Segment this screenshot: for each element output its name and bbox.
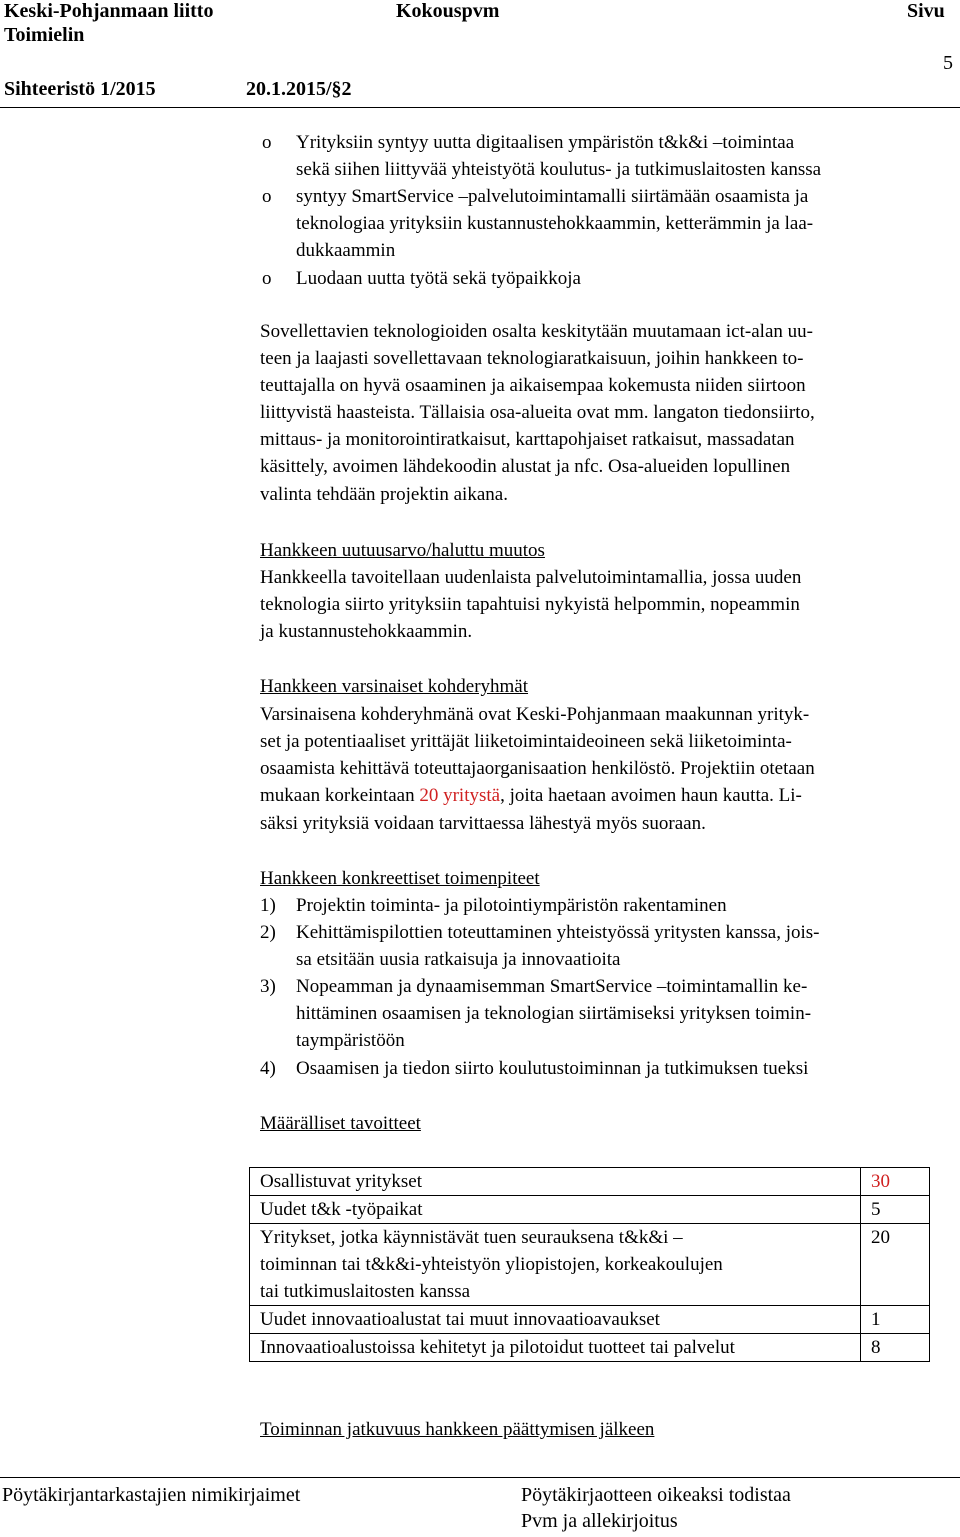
paragraph-line: käsittely, avoimen lähdekoodin alustat ja nfc. Osa-alueiden lopullinen: [260, 456, 791, 477]
list-number: 1): [260, 895, 276, 916]
list-item: Osaamisen ja tiedon siirto koulutustoiminnan ja tutkimuksen tueksi: [296, 1058, 809, 1079]
table-row: [250, 1224, 930, 1306]
organization-name: Keski-Pohjanmaan liitto: [4, 0, 214, 22]
header-divider: [0, 107, 960, 108]
paragraph-line: Varsinaisena kohderyhmänä ovat Keski-Pohjanmaan maakunnan yrityk-: [260, 704, 810, 725]
paragraph-line: ja kustannustehokkaammin.: [260, 621, 473, 642]
body-label: Toimielin: [4, 24, 85, 46]
paragraph-line: Hankkeella tavoitellaan uudenlaista palvelutoimintamallia, jossa uuden: [260, 567, 802, 588]
highlighted-company-count: 20 yritystä: [419, 785, 501, 806]
list-item: Kehittämispilottien toteuttaminen yhteistyössä yritysten kanssa, jois-: [296, 922, 820, 943]
goal-label: Uudet innovaatioalustat tai muut innovaatioavaukset: [250, 1306, 861, 1334]
list-item: teknologiaa yrityksiin kustannustehokkaammin, ketterämmin ja laa-: [296, 213, 814, 234]
table-row: [250, 1306, 930, 1334]
footer-divider: [0, 1477, 960, 1478]
paragraph-line: valinta tehdään projektin aikana.: [260, 484, 508, 505]
paragraph-line: set ja potentiaaliset yrittäjät liiketoimintaideoineen sekä liiketoiminta-: [260, 731, 792, 752]
paragraph-line: teen ja laajasti sovellettavaan teknologiaratkaisuun, joihin hankkeen to-: [260, 348, 804, 369]
list-item: Nopeamman ja dynaamisemman SmartService –toimintamallin ke-: [296, 976, 808, 997]
page-number: 5: [943, 52, 953, 74]
target-group-heading: Hankkeen varsinaiset kohderyhmät: [260, 676, 529, 697]
paragraph-line: mittaus- ja monitorointiratkaisut, karttapohjaiset ratkaisut, massadatan: [260, 429, 795, 450]
paragraph-line: säksi yrityksiä voidaan tarvittaessa lähestyä myös suoraan.: [260, 813, 706, 834]
bullet-marker: o: [262, 132, 272, 153]
footer-initials-label: Pöytäkirjantarkastajien nimikirjaimet: [2, 1484, 301, 1506]
goal-label: Yritykset, jotka käynnistävät tuen seurauksena t&k&i – toiminnan tai t&k&i-yhteistyön yliopistojen, korkeakoulujen tai tutkimuslaitosten kanssa: [250, 1224, 861, 1306]
goal-value: 20: [861, 1224, 930, 1306]
list-number: 3): [260, 976, 276, 997]
table-row: [250, 1334, 930, 1362]
bullet-marker: o: [262, 268, 272, 289]
paragraph-line: Sovellettavien teknologioiden osalta keskitytään muutamaan ict-alan uu-: [260, 321, 813, 342]
goal-value: 5: [861, 1196, 930, 1224]
list-item: Luodaan uutta työtä sekä työpaikkoja: [296, 268, 581, 289]
goals-table: [249, 1167, 930, 1362]
list-item: hittäminen osaamisen ja teknologian siirtämiseksi yrityksen toimin-: [296, 1003, 812, 1024]
list-item: taympäristöön: [296, 1030, 405, 1051]
list-item: sekä siihen liittyvää yhteistyötä koulutus- ja tutkimuslaitosten kanssa: [296, 159, 822, 180]
goal-value: 30: [861, 1168, 930, 1196]
goals-heading: Määrälliset tavoitteet: [260, 1113, 421, 1134]
body-reference: Sihteeristö 1/2015: [4, 78, 156, 100]
footer-certification-label: Pöytäkirjaotteen oikeaksi todistaa: [521, 1484, 791, 1506]
paragraph-line: teuttajalla on hyvä osaaminen ja aikaisempaa kokemusta niiden siirtoon: [260, 375, 806, 396]
paragraph-line: mukaan korkeintaan 20 yritystä, joita haetaan avoimen haun kautta. Li-: [260, 785, 802, 806]
list-item: Projektin toiminta- ja pilotointiympäristön rakentaminen: [296, 895, 727, 916]
paragraph-line: teknologia siirto yrityksiin tapahtuisi nykyistä helpommin, nopeammin: [260, 594, 800, 615]
value-heading: Hankkeen uutuusarvo/haluttu muutos: [260, 540, 545, 561]
date-reference: 20.1.2015/§2: [246, 78, 352, 100]
list-number: 2): [260, 922, 276, 943]
goal-label: Osallistuvat yritykset: [250, 1168, 861, 1196]
meeting-date-label: Kokouspvm: [396, 0, 500, 22]
list-item: sa etsitään uusia ratkaisuja ja innovaatioita: [296, 949, 621, 970]
table-row: [250, 1196, 930, 1224]
list-item: dukkaammin: [296, 240, 396, 261]
actions-heading: Hankkeen konkreettiset toimenpiteet: [260, 868, 540, 889]
goal-label: Innovaatioalustoissa kehitetyt ja pilotoidut tuotteet tai palvelut: [250, 1334, 861, 1362]
paragraph-line: osaamista kehittävä toteuttajaorganisaation henkilöstö. Projektiin otetaan: [260, 758, 815, 779]
table-row: [250, 1168, 930, 1196]
continuity-heading: Toiminnan jatkuvuus hankkeen päättymisen jälkeen: [260, 1419, 655, 1440]
list-number: 4): [260, 1058, 276, 1079]
footer-signature-label: Pvm ja allekirjoitus: [521, 1510, 678, 1532]
paragraph-line: liittyvistä haasteista. Tällaisia osa-alueita ovat mm. langaton tiedonsiirto,: [260, 402, 815, 423]
goal-value: 8: [861, 1334, 930, 1362]
list-item: syntyy SmartService –palvelutoimintamalli siirtämään osaamista ja: [296, 186, 809, 207]
goal-label: Uudet t&k -työpaikat: [250, 1196, 861, 1224]
bullet-marker: o: [262, 186, 272, 207]
page-label: Sivu: [907, 0, 945, 22]
goal-value: 1: [861, 1306, 930, 1334]
list-item: Yrityksiin syntyy uutta digitaalisen ympäristön t&k&i –toimintaa: [296, 132, 795, 153]
